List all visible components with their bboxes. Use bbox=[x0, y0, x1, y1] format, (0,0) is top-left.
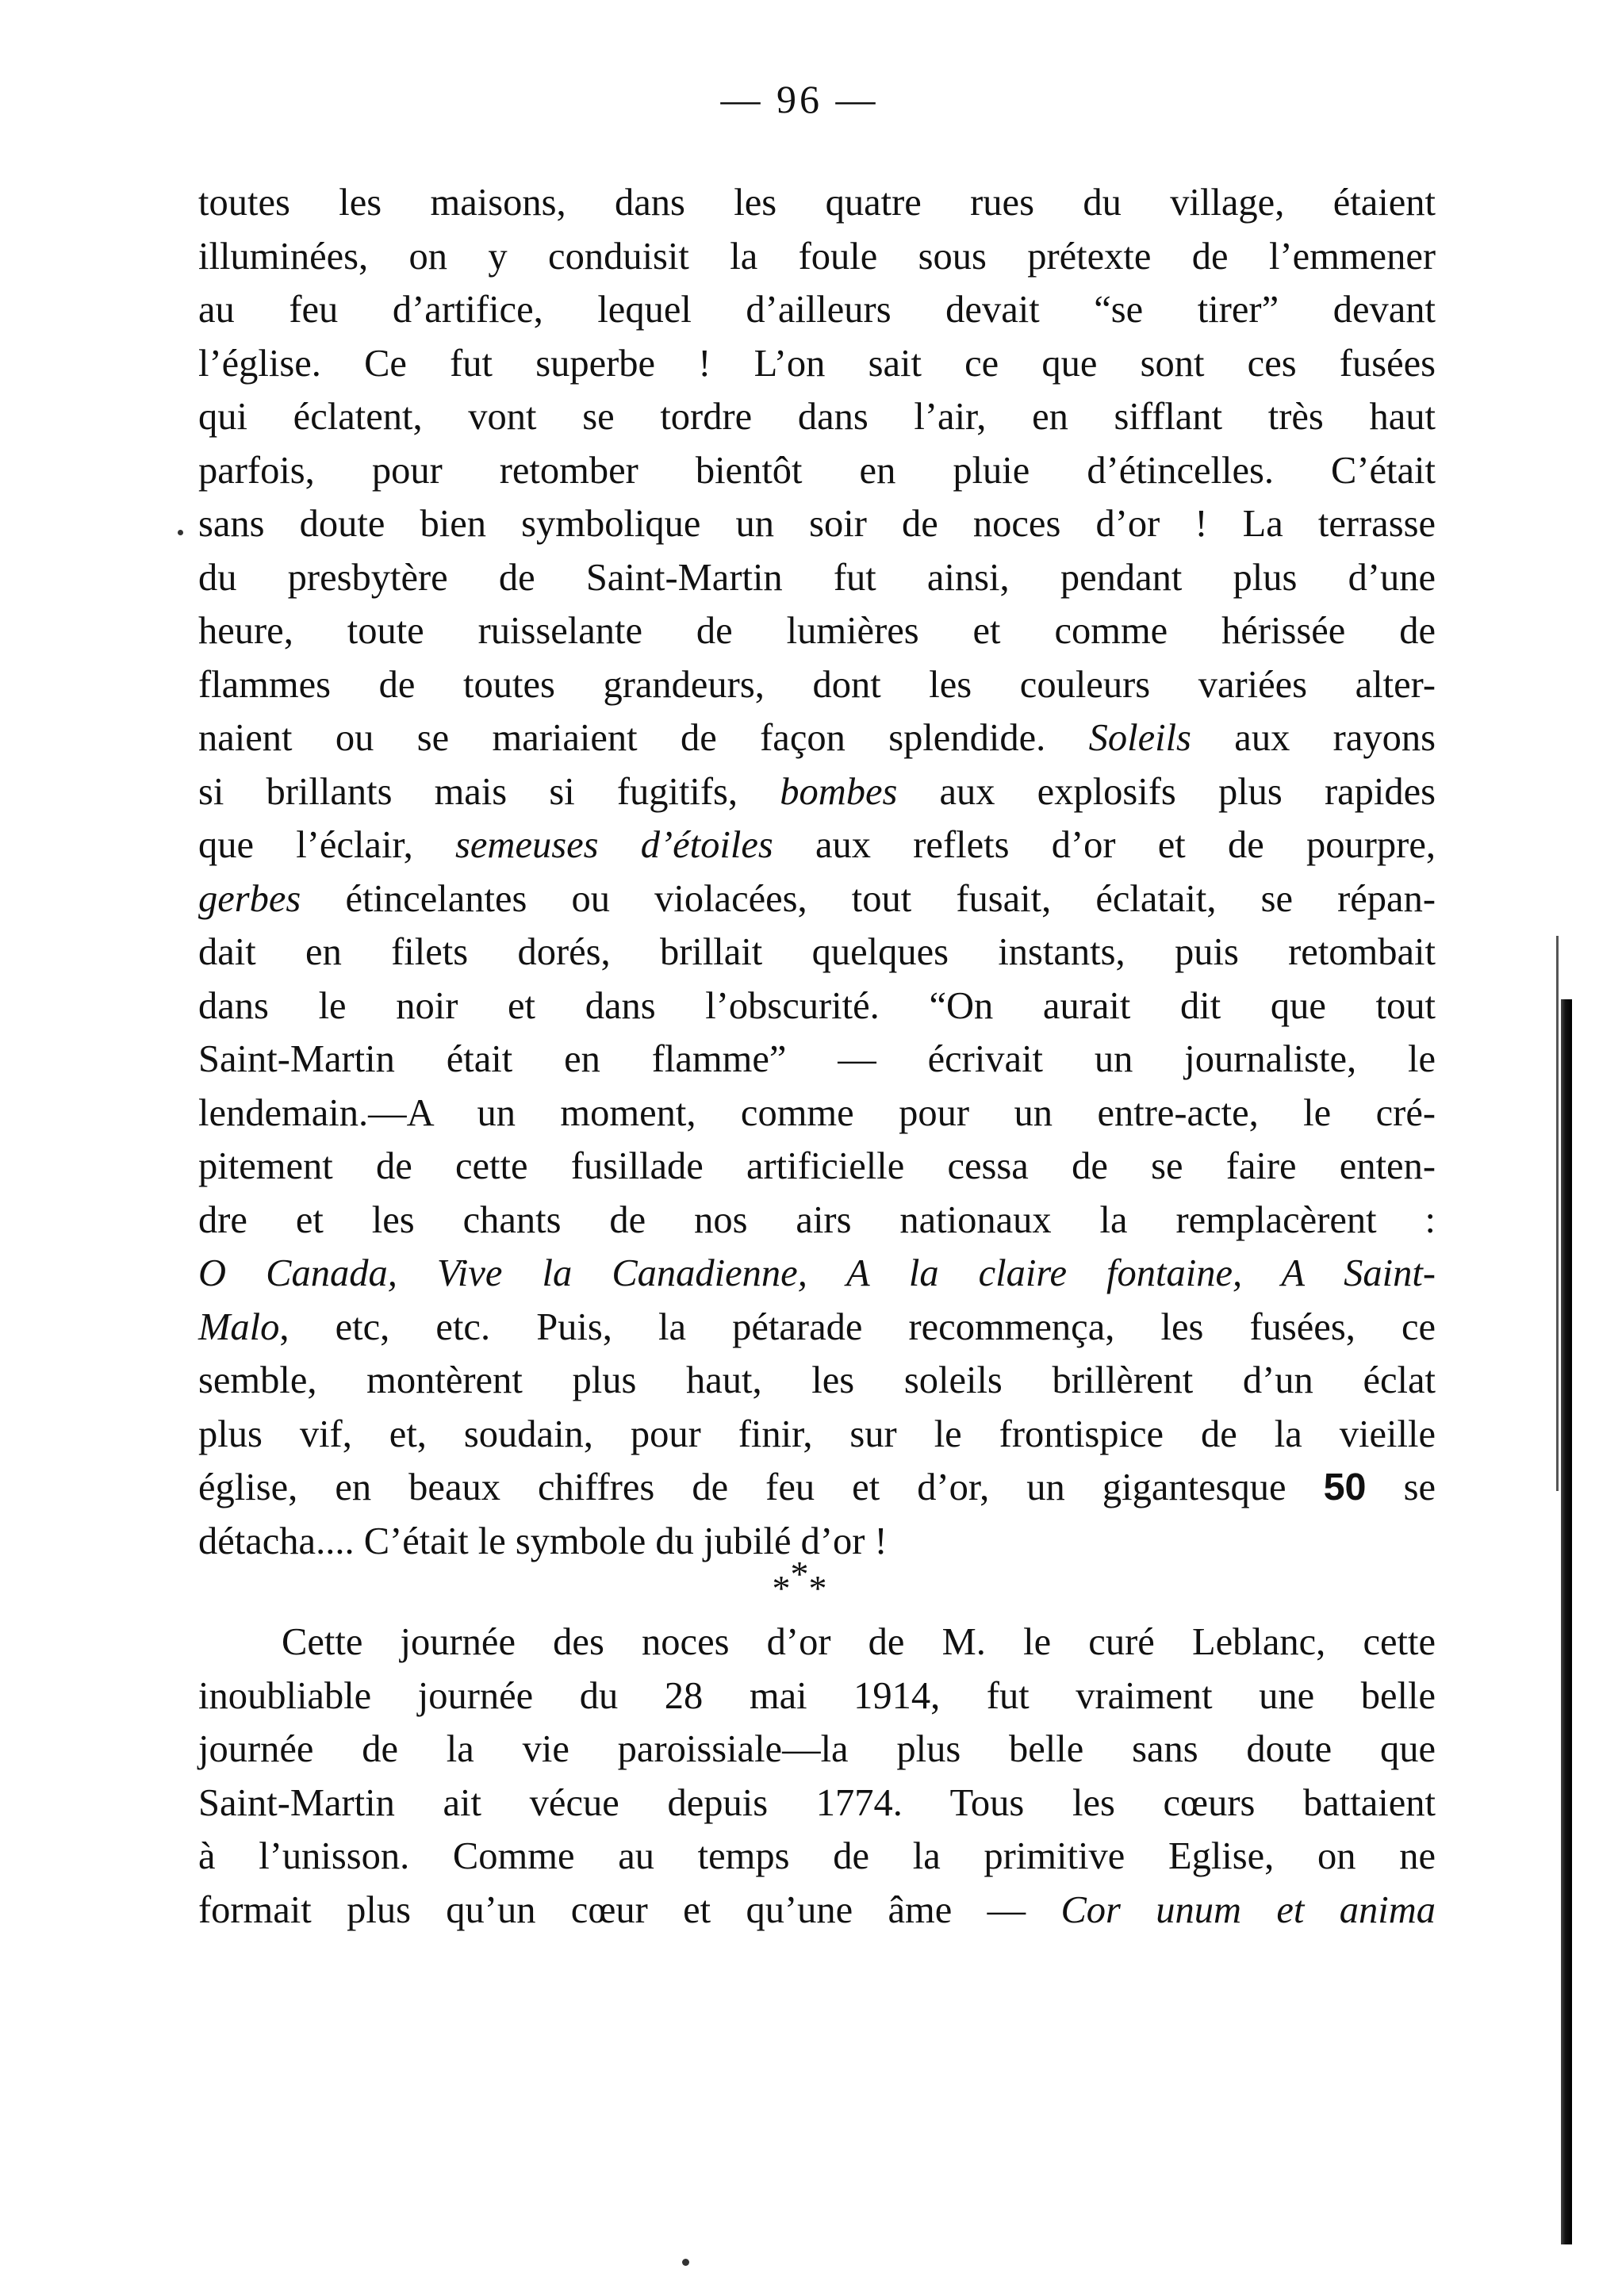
asterisk: * bbox=[790, 1554, 809, 1594]
text-line bbox=[198, 1884, 1436, 1938]
text-fragment: aux reflets d’or et de pourpre, bbox=[773, 824, 1436, 866]
text-line: lendemain.—A un moment, comme pour un entre-acte, le cré- bbox=[198, 1091, 1436, 1134]
text-line: Cette journée des noces d’or de M. le curé Leblanc, cette bbox=[282, 1621, 1436, 1663]
text-fragment: église, en beaux chiffres de feu et d’or, un gigantesque bbox=[198, 1466, 1324, 1508]
text-fragment: se bbox=[1366, 1466, 1436, 1508]
text-line: heure, toute ruisselante de lumières et comme hérissée de bbox=[198, 610, 1436, 652]
text-fragment: étincelantes ou violacées, tout fusait, éclatait, se répan- bbox=[301, 877, 1436, 920]
ink-speck bbox=[178, 530, 183, 535]
page-edge-shadow bbox=[1556, 936, 1559, 1491]
text-line: l’église. Ce fut superbe ! L’on sait ce que sont ces fusées bbox=[198, 342, 1436, 385]
text-line: plus vif, et, soudain, pour finir, sur le frontispice de la vieille bbox=[198, 1412, 1436, 1455]
asterisk: * bbox=[772, 1568, 791, 1608]
ink-speck bbox=[682, 2259, 689, 2266]
text-line: du presbytère de Saint-Martin fut ainsi, pendant plus d’une bbox=[198, 556, 1436, 599]
text-line: Saint-Martin ait vécue depuis 1774. Tous les cœurs battaient bbox=[198, 1781, 1436, 1824]
text-line: au feu d’artifice, lequel d’ailleurs devait “se tirer” devant bbox=[198, 289, 1436, 331]
asterism-separator bbox=[0, 1554, 1599, 1608]
text-line: parfois, pour retomber bientôt en pluie d’étincelles. C’était bbox=[198, 449, 1436, 492]
text-fragment: formait plus qu’un cœur et qu’une âme — bbox=[198, 1888, 1061, 1931]
text-line bbox=[198, 1461, 1436, 1515]
text-line bbox=[198, 872, 1436, 926]
italic-term-gerbes: gerbes bbox=[198, 877, 301, 920]
text-fragment: si brillants mais si fugitifs, bbox=[198, 770, 780, 813]
text-line bbox=[198, 711, 1436, 765]
italic-term-semeuses: semeuses d’étoiles bbox=[455, 824, 773, 866]
text-line: pitement de cette fusillade artificielle cessa de se faire enten- bbox=[198, 1145, 1436, 1187]
paragraph-fireworks bbox=[198, 176, 1436, 1568]
text-line: qui éclatent, vont se tordre dans l’air, en sifflant très haut bbox=[198, 396, 1436, 438]
text-line: sans doute bien symbolique un soir de noces d’or ! La terrasse bbox=[198, 503, 1436, 545]
text-line: inoubliable journée du 28 mai 1914, fut vraiment une belle bbox=[198, 1674, 1436, 1717]
text-line: toutes les maisons, dans les quatre rues du village, étaient bbox=[198, 182, 1436, 224]
text-line bbox=[198, 765, 1436, 819]
text-line: Saint-Martin était en flamme” — écrivait un journaliste, le bbox=[198, 1038, 1436, 1080]
text-line: dre et les chants de nos airs nationaux la remplacèrent : bbox=[198, 1198, 1436, 1241]
text-fragment: aux rayons bbox=[1191, 717, 1436, 759]
text-line: journée de la vie paroissiale—la plus belle sans doute que bbox=[198, 1728, 1436, 1770]
text-line: semble, montèrent plus haut, les soleils brillèrent d’un éclat bbox=[198, 1359, 1436, 1401]
text-line: flammes de toutes grandeurs, dont les couleurs variées alter- bbox=[198, 663, 1436, 706]
italic-song-titles: O Canada, Vive la Canadienne, A la claire fontaine, A Saint- bbox=[198, 1252, 1436, 1294]
italic-latin-phrase: Cor unum et anima bbox=[1060, 1888, 1436, 1931]
bold-number-fifty: 50 bbox=[1323, 1466, 1367, 1508]
text-line bbox=[198, 818, 1436, 872]
italic-term-bombes: bombes bbox=[780, 770, 898, 813]
text-line bbox=[198, 1301, 1436, 1355]
text-line: dans le noir et dans l’obscurité. “On aurait dit que tout bbox=[198, 984, 1436, 1027]
italic-term-soleils: Soleils bbox=[1088, 717, 1191, 759]
text-line: illuminées, on y conduisit la foule sous prétexte de l’emmener bbox=[198, 235, 1436, 278]
text-fragment: que l’éclair, bbox=[198, 824, 456, 866]
page-number: — 96 — bbox=[720, 77, 879, 121]
text-line: à l’unisson. Comme au temps de la primitive Eglise, on ne bbox=[198, 1835, 1436, 1877]
asterisk: * bbox=[808, 1568, 827, 1608]
text-line: dait en filets dorés, brillait quelques instants, puis retombait bbox=[198, 931, 1436, 973]
text-fragment: naient ou se mariaient de façon splendide. bbox=[198, 717, 1089, 759]
paragraph-jubilee bbox=[198, 1616, 1436, 1937]
text-line: détacha.... C’était le symbole du jubilé d’or ! bbox=[198, 1520, 888, 1562]
text-fragment: , etc, etc. Puis, la pétarade recommença, les fusées, ce bbox=[279, 1305, 1436, 1348]
page-edge-binding bbox=[1561, 999, 1572, 2244]
italic-song-title-end: Malo bbox=[198, 1305, 280, 1348]
text-fragment: aux explosifs plus rapides bbox=[897, 770, 1436, 813]
text-line bbox=[198, 1247, 1436, 1301]
